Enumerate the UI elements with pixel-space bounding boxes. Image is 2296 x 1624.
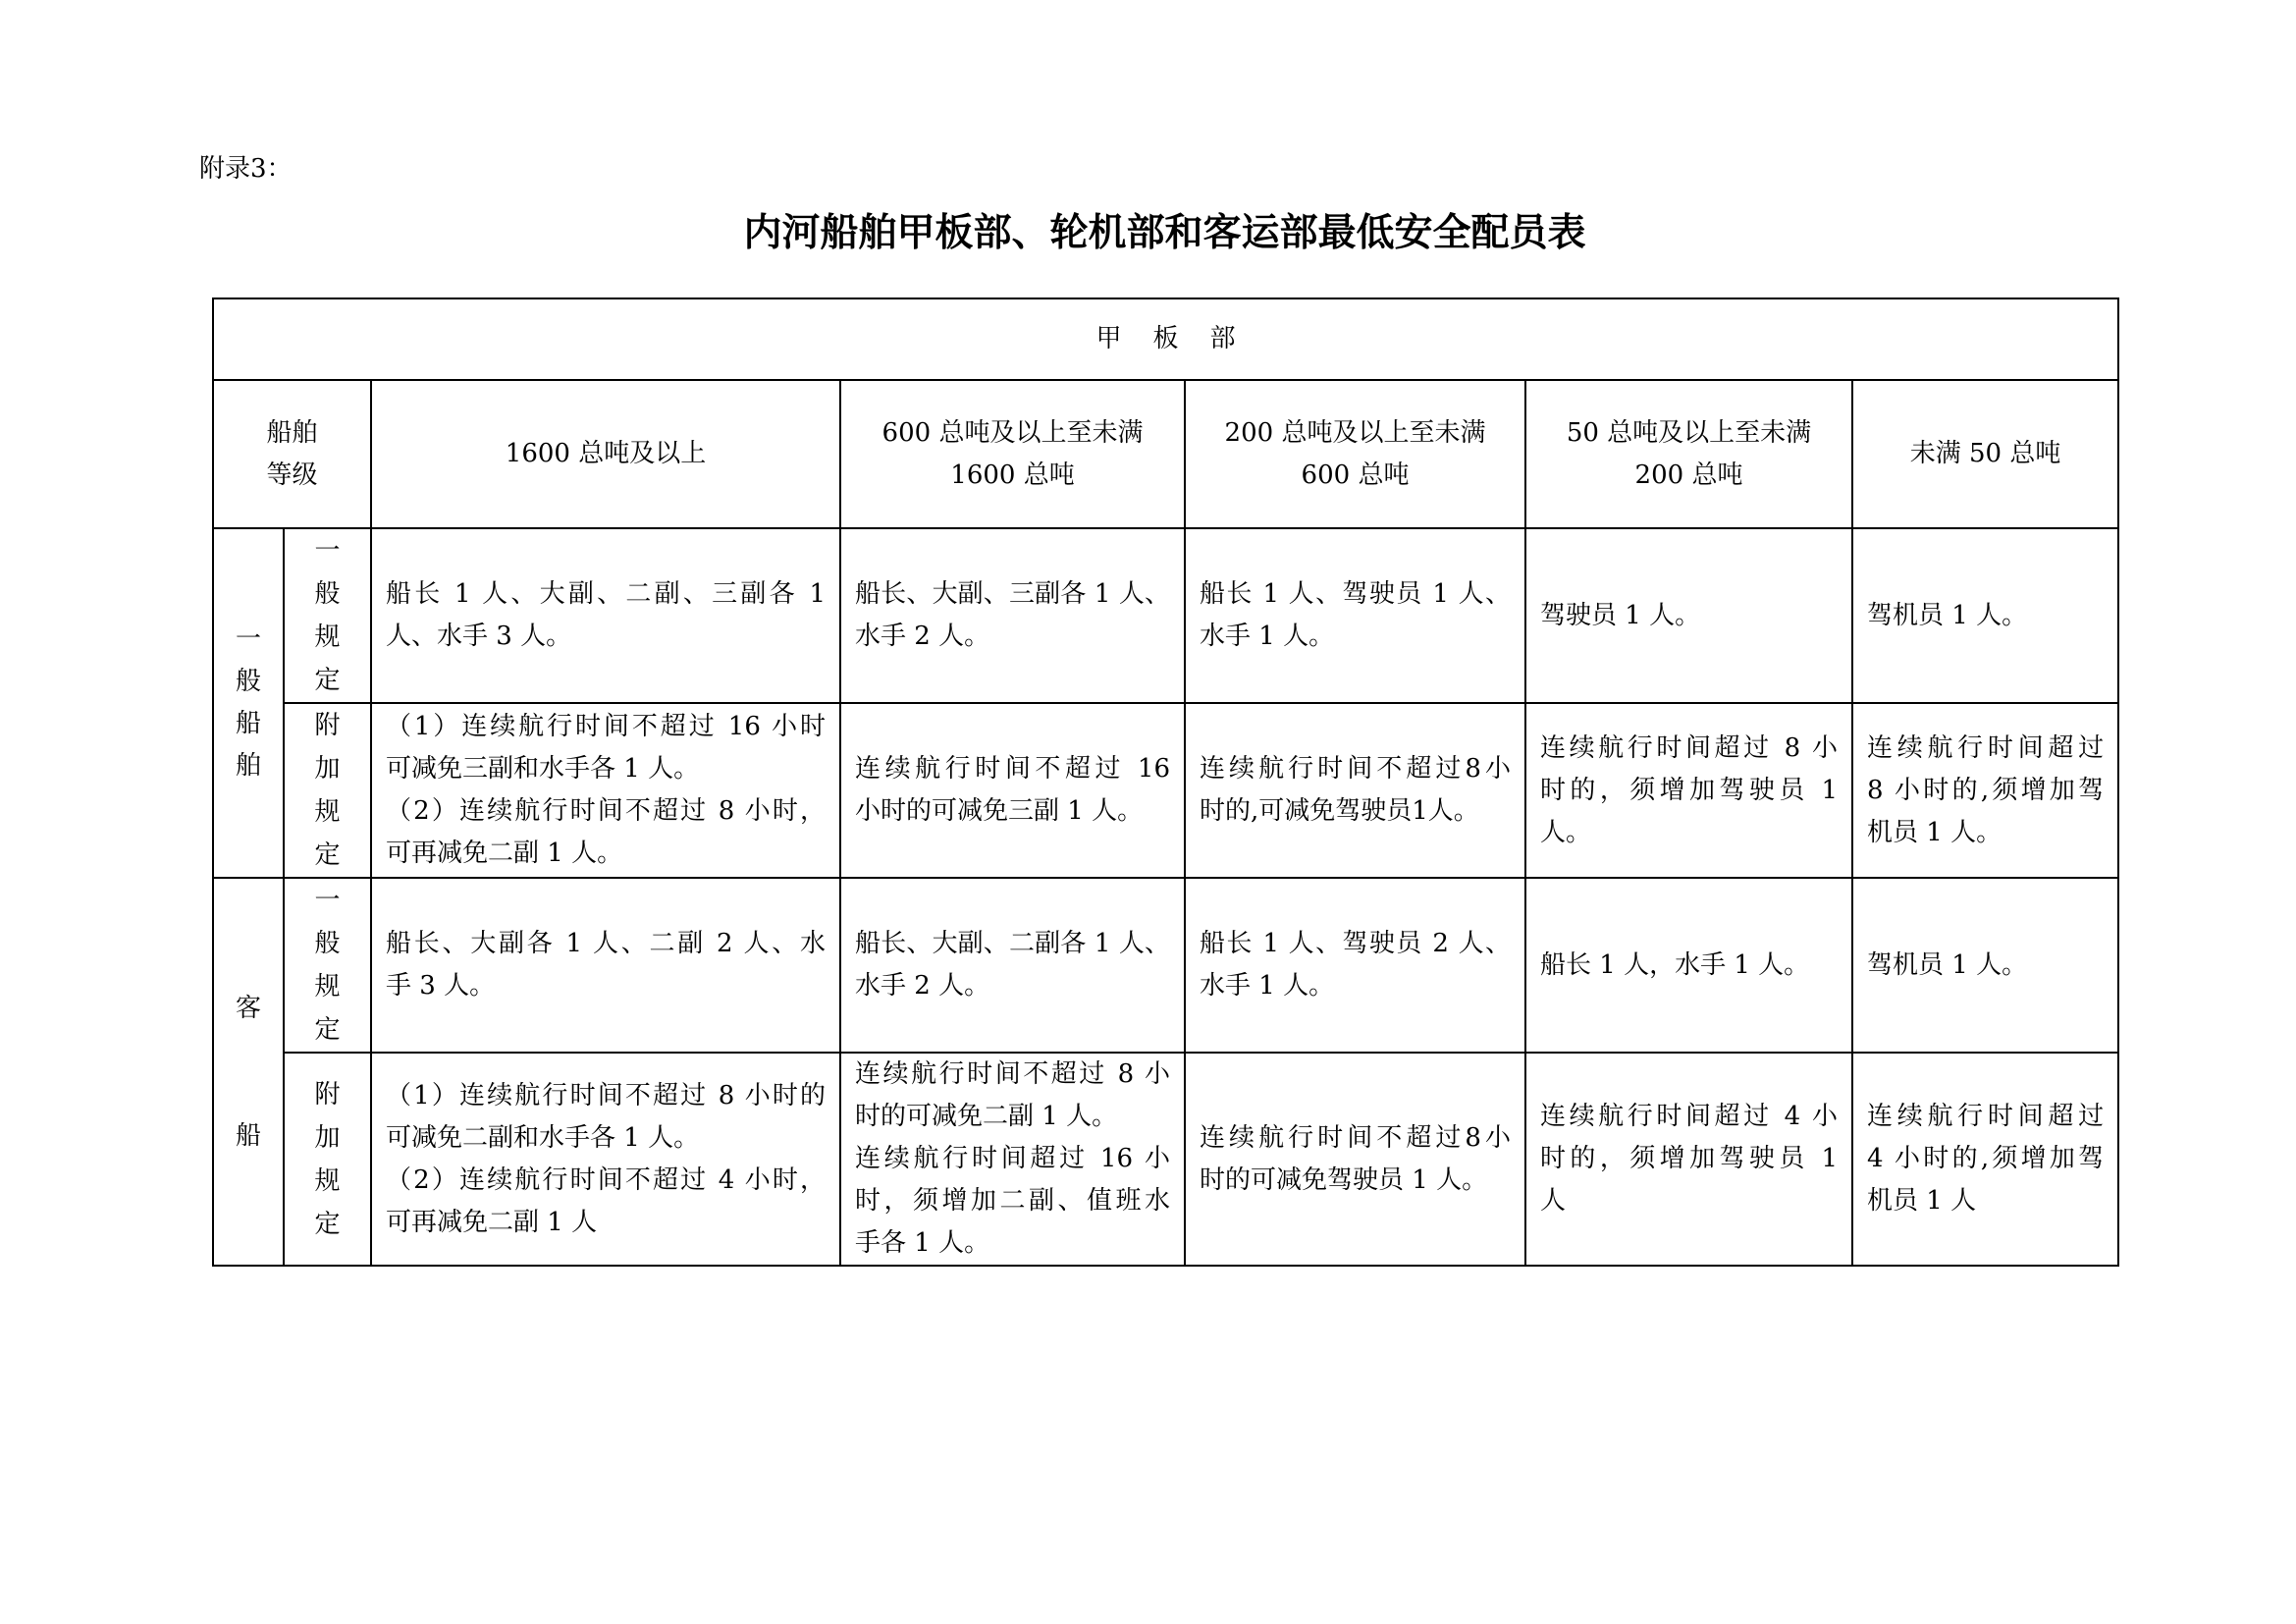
cell-line: 小时的可减免三副 1 人。 — [855, 796, 1144, 826]
table-row — [213, 1053, 2118, 1266]
appendix-label: 附录3： — [199, 154, 293, 184]
header-line: 50 总吨及以上至未满 — [1566, 417, 1812, 448]
table-row — [213, 878, 2118, 1053]
header-line: 600 总吨 — [1301, 460, 1410, 490]
cell-line: 人 — [1540, 1186, 1567, 1216]
table-row — [213, 380, 2118, 528]
cell-line: 水手 2 人。 — [855, 622, 990, 651]
page-title: 内河船舶甲板部、轮机部和客运部最低安全配员表 — [743, 210, 1586, 255]
cell-line: 连续航行时间超过 8 小 — [1540, 732, 1838, 763]
cell-general-ship-general-under-50 — [1852, 528, 2118, 703]
cell-passenger-ship-general-1600-plus — [371, 878, 840, 1053]
cell-general-ship-additional-50-to-200 — [1525, 703, 1852, 878]
cell-line: 时的可减免二副 1 人。 — [855, 1102, 1118, 1131]
cell-line: 手 3 人。 — [386, 971, 496, 1001]
cell-passenger-ship-general-50-to-200 — [1525, 878, 1852, 1053]
cell-passenger-ship-general-under-50 — [1852, 878, 2118, 1053]
table-row — [213, 528, 2118, 703]
cell-line: 时的，须增加驾驶员 1 — [1540, 1144, 1838, 1173]
cell-passenger-ship-additional-under-50 — [1852, 1053, 2118, 1266]
cell-line: 人。 — [1540, 817, 1592, 847]
cell-line: 船长、大副、二副各 1 人、 — [855, 929, 1170, 958]
cell-general-ship-additional-1600-plus — [371, 703, 840, 878]
cell-line: 人、水手 3 人。 — [386, 622, 572, 651]
cell-line: 驾驶员 1 人。 — [1540, 600, 1701, 630]
cell-line: 连续航行时间超过 — [1867, 1102, 2105, 1131]
cell-general-ship-additional-200-to-600 — [1185, 703, 1525, 878]
cell-passenger-ship-general-200-to-600 — [1185, 878, 1525, 1053]
cell-line: 8 小时的,须增加驾 — [1867, 775, 2105, 805]
cell-line: 水手 1 人。 — [1200, 971, 1335, 1001]
header-line: 200 总吨 — [1634, 460, 1743, 490]
tonnage-header-200-to-600 — [1185, 380, 1525, 528]
rule-type-additional — [284, 1053, 371, 1266]
cell-line: 时的,可减免驾驶员1人。 — [1200, 796, 1479, 826]
cell-general-ship-general-200-to-600 — [1185, 528, 1525, 703]
cell-passenger-ship-additional-200-to-600 — [1185, 1053, 1525, 1266]
cell-line: 连续航行时间超过 4 小 — [1540, 1102, 1838, 1131]
table-row — [213, 298, 2118, 380]
cell-general-ship-general-600-to-1600 — [840, 528, 1185, 703]
cell-line: 驾机员 1 人。 — [1867, 949, 2028, 980]
cell-line: 连续航行时间不超过 16 — [855, 754, 1170, 784]
cell-line: 船长、大副各 1 人、二副 2 人、水 — [386, 929, 826, 958]
rule-type-label: 一般规定 — [314, 886, 341, 1045]
vessel-type-general-ship — [213, 528, 284, 878]
cell-line: （2）连续航行时间不超过 8 小时， — [386, 796, 826, 826]
cell-line: 时，须增加二副、值班水 — [855, 1186, 1170, 1216]
cell-line: 可再减免二副 1 人。 — [386, 839, 623, 868]
cell-passenger-ship-general-600-to-1600 — [840, 878, 1185, 1053]
cell-passenger-ship-additional-600-to-1600 — [840, 1053, 1185, 1266]
cell-line: 可再减免二副 1 人 — [386, 1207, 598, 1237]
cell-line: 连续航行时间超过 16 小 — [855, 1144, 1170, 1173]
cell-passenger-ship-additional-1600-plus — [371, 1053, 840, 1266]
rule-type-additional — [284, 703, 371, 878]
tonnage-header-50-to-200 — [1525, 380, 1852, 528]
cell-line: 水手 2 人。 — [855, 971, 990, 1001]
cell-line: （1）连续航行时间不超过 16 小时 — [386, 712, 826, 741]
tonnage-header-under-50 — [1852, 380, 2118, 528]
cell-line: 连续航行时间不超过8小 — [1200, 754, 1511, 784]
rule-type-general — [284, 528, 371, 703]
cell-line: （1）连续航行时间不超过 8 小时的 — [386, 1080, 826, 1110]
vessel-type-label: 一般船舶 — [236, 624, 262, 781]
header-line: 600 总吨及以上至未满 — [881, 417, 1144, 448]
cell-line: 机员 1 人 — [1867, 1186, 1977, 1216]
cell-line: 船长 1 人、驾驶员 2 人、 — [1200, 929, 1511, 958]
cell-line: 船长、大副、三副各 1 人、 — [855, 579, 1170, 609]
cell-general-ship-general-1600-plus — [371, 528, 840, 703]
vessel-type-passenger-ship — [213, 878, 284, 1266]
cell-line: 船长 1 人、驾驶员 1 人、 — [1200, 579, 1511, 609]
cell-line: 连续航行时间超过 — [1867, 732, 2105, 763]
section-header-cell — [213, 298, 2118, 380]
cell-passenger-ship-additional-50-to-200 — [1525, 1053, 1852, 1266]
cell-line: （2）连续航行时间不超过 4 小时， — [386, 1164, 826, 1195]
cell-general-ship-general-50-to-200 — [1525, 528, 1852, 703]
grade-header-line: 等级 — [266, 460, 318, 490]
table-row — [213, 703, 2118, 878]
header-line: 1600 总吨及以上 — [505, 439, 707, 468]
rule-type-label: 附加规定 — [314, 1079, 341, 1239]
crew-table — [212, 298, 2119, 1267]
cell-line: 船长 1 人，水手 1 人。 — [1540, 949, 1810, 980]
cell-line: 船长 1 人、大副、二副、三副各 1 — [386, 579, 826, 609]
cell-line: 时的可减免驾驶员 1 人。 — [1200, 1164, 1488, 1195]
cell-line: 机员 1 人。 — [1867, 817, 2002, 847]
grade-header-line: 船舶 — [266, 417, 318, 448]
rule-type-label: 一般规定 — [314, 536, 341, 695]
header-line: 200 总吨及以上至未满 — [1224, 417, 1486, 448]
rule-type-general — [284, 878, 371, 1053]
cell-line: 连续航行时间不超过8小 — [1200, 1122, 1511, 1153]
cell-general-ship-additional-600-to-1600 — [840, 703, 1185, 878]
cell-line: 时的，须增加驾驶员 1 — [1540, 775, 1838, 805]
cell-line: 可减免二副和水手各 1 人。 — [386, 1122, 700, 1153]
cell-general-ship-additional-under-50 — [1852, 703, 2118, 878]
cell-line: 水手 1 人。 — [1200, 622, 1335, 651]
header-line: 未满 50 总吨 — [1909, 439, 2061, 468]
grade-header-cell — [213, 380, 371, 528]
cell-line: 可减免三副和水手各 1 人。 — [386, 754, 700, 784]
cell-line: 手各 1 人。 — [855, 1228, 990, 1258]
cell-line: 连续航行时间不超过 8 小 — [855, 1059, 1170, 1089]
tonnage-header-1600-plus — [371, 380, 840, 528]
section-header: 甲板部 — [1095, 324, 1267, 353]
rule-type-label: 附加规定 — [314, 711, 341, 870]
header-line: 1600 总吨 — [950, 460, 1075, 490]
cell-line: 4 小时的,须增加驾 — [1867, 1144, 2105, 1173]
cell-line: 驾机员 1 人。 — [1867, 600, 2028, 630]
tonnage-header-600-to-1600 — [840, 380, 1185, 528]
vessel-type-label: 客船 — [236, 993, 262, 1151]
